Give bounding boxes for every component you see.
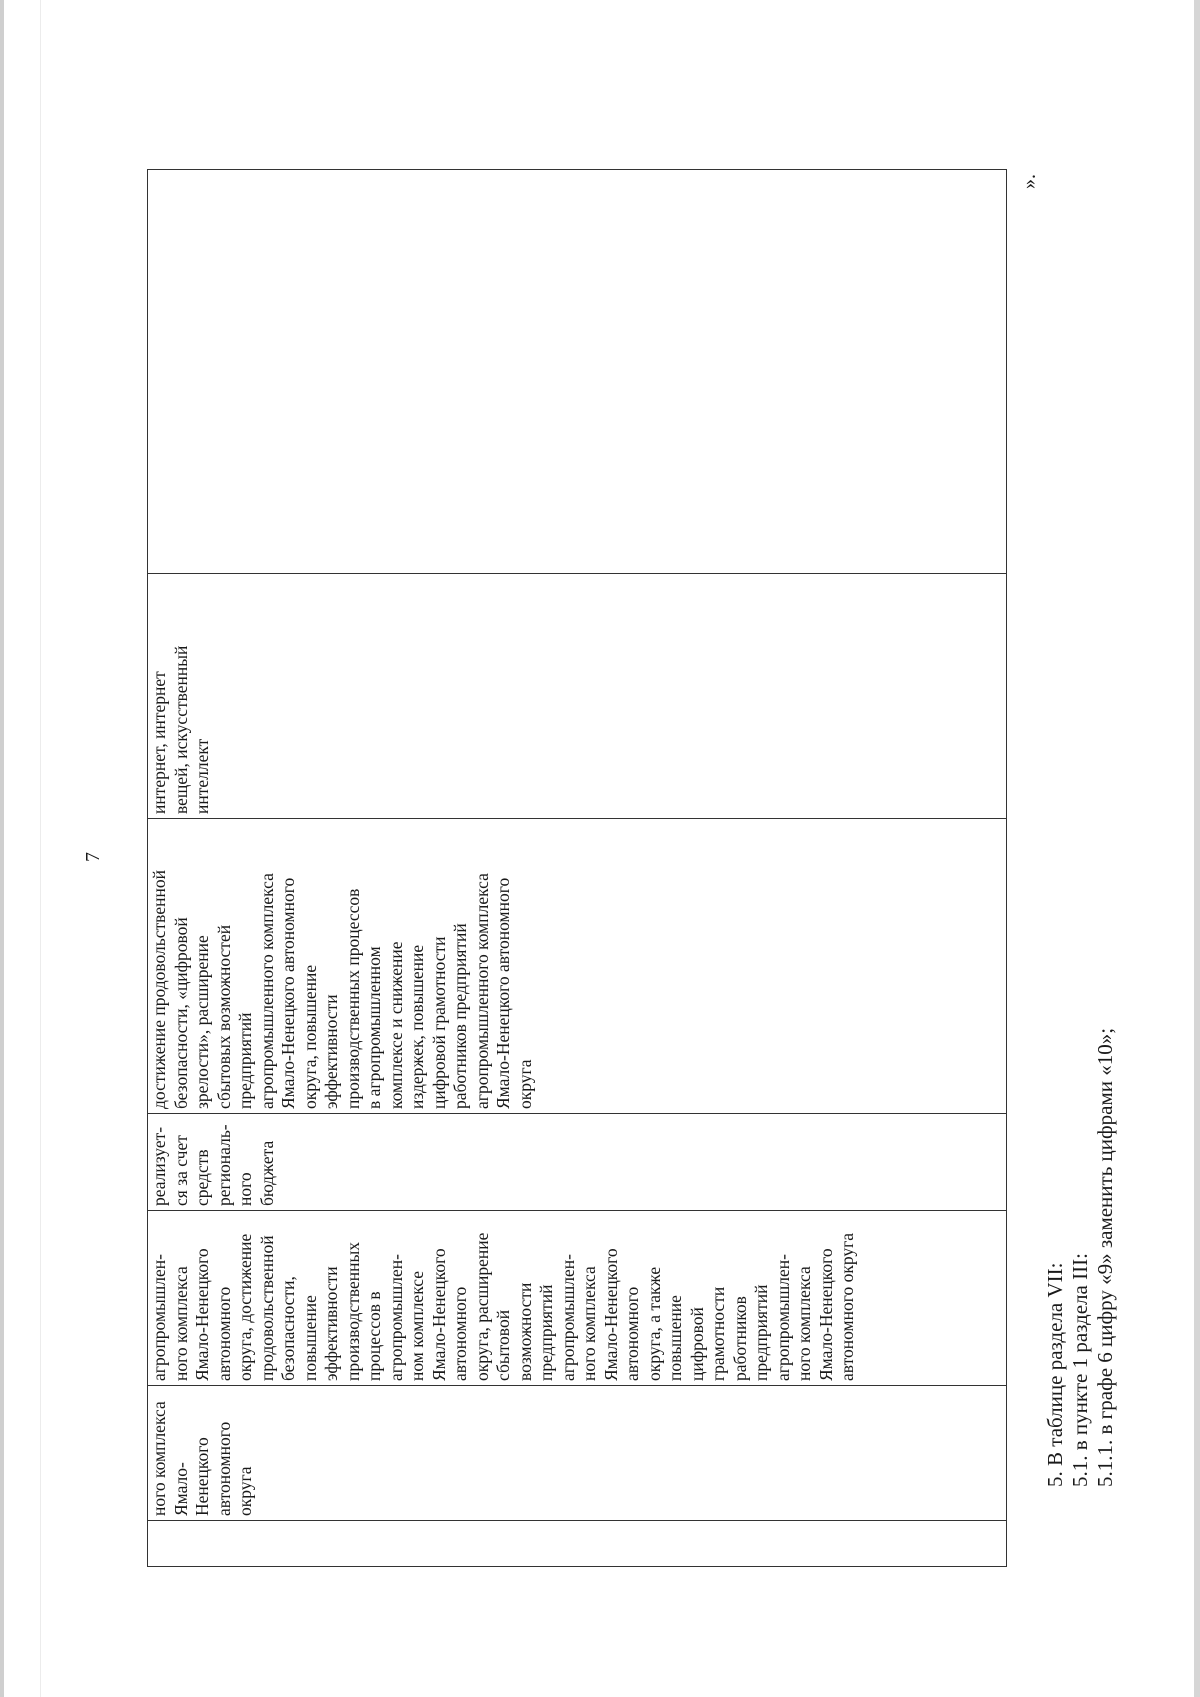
amendment-line: 5.1.1. в графе 6 цифру «9» заменить цифрами «10»;	[1093, 1027, 1117, 1487]
amendment-text	[1043, 1028, 1118, 1487]
table-cell: ного комплекса Ямало- Ненецкого автономного округа	[148, 1386, 1007, 1521]
amendment-line: 5. В таблице раздела VII:	[1043, 1262, 1067, 1487]
table-cell: агропромышлен- ного комплекса Ямало-Ненецкого автономного округа, достижение продовольственной безопасности, повышение эффективности производственных процессов в агропромышлен- ном комплексе Ямало-Ненецкого автономного округа, расширение сбытовой возможности предприятий агропромышлен- ного комплекса Ямало-Ненецкого автономного округа, а также повышение цифровой грамотности работников предприятий агропромышлен- ного комплекса Ямало-Ненецкого автономного округа	[148, 1211, 1007, 1386]
table-cell	[148, 1521, 1007, 1567]
table-cell	[148, 170, 1007, 574]
table-row	[148, 170, 1007, 1567]
table-cell: реализует- ся за счет средств региональ- ного бюджета	[148, 1114, 1007, 1211]
closing-quote: ».	[1018, 174, 1040, 189]
table-cell: достижение продовольственной безопасности, «цифровой зрелости», расширение сбытовых возможностей предприятий агропромышленного комплекса Ямало-Ненецкого автономного округа, повышение эффективности производственных процессов в агропромышленном комплексе и снижение издержек, повышение цифровой грамотности работников предприятий агропромышленного комплекса Ямало-Ненецкого автономного округа	[148, 819, 1007, 1114]
continuation-table	[147, 169, 1007, 1567]
table-cell: интернет, интернет вещей, искусственный интеллект	[148, 574, 1007, 819]
page-number: 7	[82, 852, 104, 862]
amendment-line: 5.1. в пункте 1 раздела III:	[1068, 1253, 1092, 1487]
